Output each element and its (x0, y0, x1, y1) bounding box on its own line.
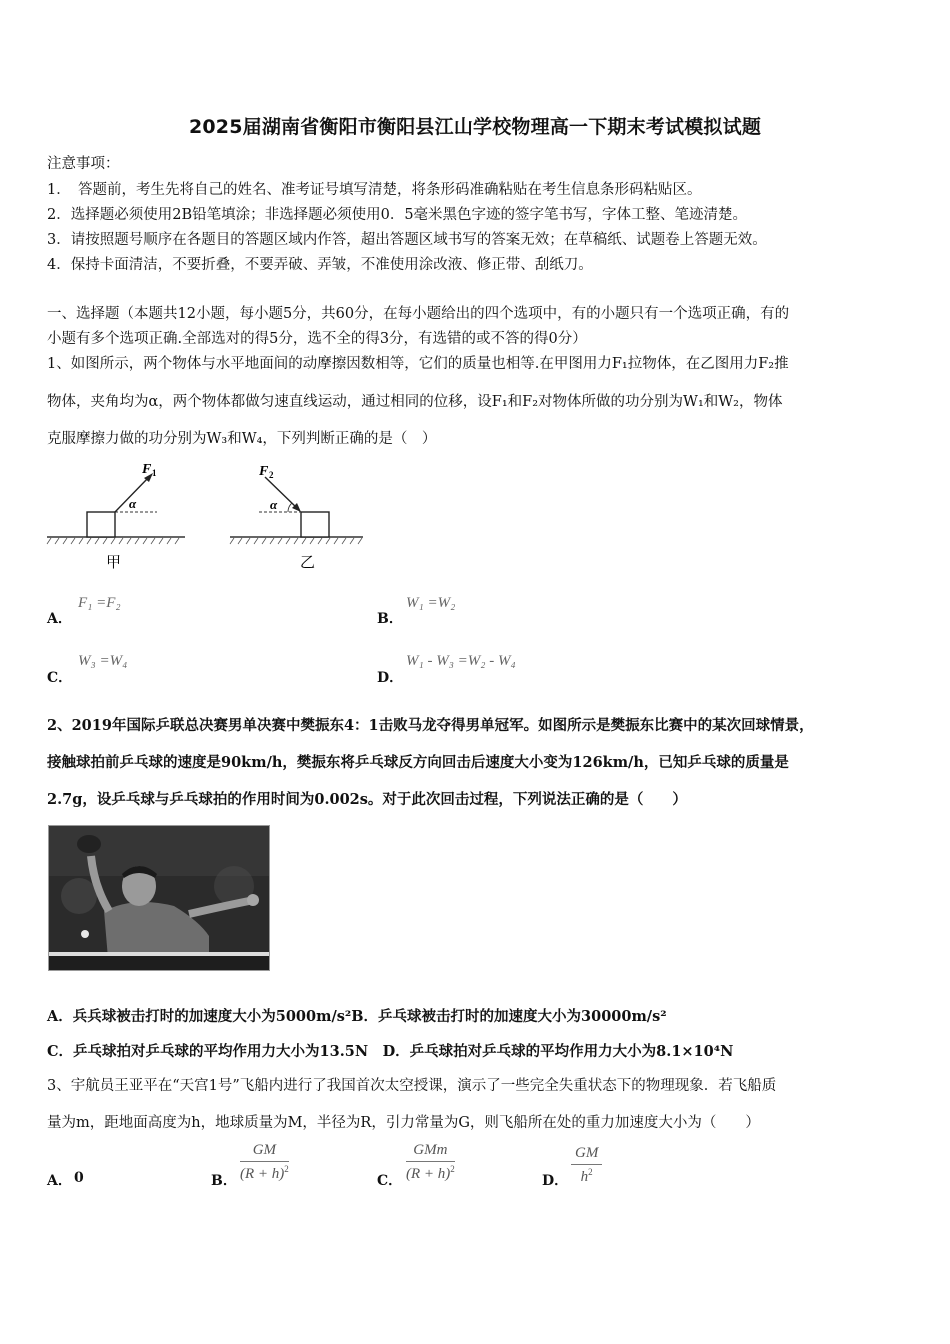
q3-option-b-fraction (240, 1142, 289, 1183)
fraction-denominator: h (580, 1169, 589, 1185)
block-yi (301, 512, 329, 537)
q2-text: 接触球拍前乒乓球的速度是90km/h，樊振东将乒乓球反方向回击后速度大小变为126km/h，已知乒乓球的质量是 (47, 754, 789, 771)
angle-label: α (129, 496, 137, 511)
fraction-denominator: (R + h) (406, 1166, 451, 1182)
q1-option-d-label: D． (377, 670, 404, 686)
q2-options-cd: C．乒乓球拍对乒乓球的平均作用力大小为13.5N D．乒乓球拍对乒乓球的平均作用力大小为8.1×10⁴N (47, 1043, 734, 1060)
q2-text: 2.7g，设乒乓球与乒乓球拍的作用时间为0.002s。对于此次回击过程，下列说法正确的是（ ） (47, 791, 687, 808)
player-illustration (49, 826, 269, 970)
q2-text: 2、2019年国际乒联总决赛男单决赛中樊振东4：1击败马龙夺得男单冠军。如图所示是樊振东比赛中的某次回球情景， (47, 717, 814, 734)
force-f2-label: F (259, 464, 269, 479)
fraction-exponent: 2 (450, 1164, 455, 1174)
notice-item: 1． 答题前，考生先将自己的姓名、准考证号填写清楚，将条形码准确粘贴在考生信息条形码粘贴区。 (47, 182, 702, 198)
q3-option-b-label: B． (211, 1173, 237, 1189)
page-title: 2025届湖南省衡阳市衡阳县江山学校物理高一下期末考试模拟试题 (188, 116, 762, 138)
q3-option-a-value: 0 (74, 1170, 84, 1186)
q3-text: 3、宇航员王亚平在“天宫1号”飞船内进行了我国首次太空授课，演示了一些完全失重状态下的物理现象．若飞船质 (47, 1078, 777, 1094)
q1-option-b-label: B． (377, 611, 403, 627)
angle-label: α (270, 497, 278, 512)
caption-yi: 乙 (300, 553, 316, 571)
table-tennis-photo (48, 825, 270, 971)
q3-option-a-label: A． (47, 1173, 72, 1189)
fraction-numerator: GMm (406, 1142, 455, 1162)
notice-item: 4．保持卡面清洁，不要折叠，不要弄破、弄皱，不准使用涂改液、修正带、刮纸刀。 (47, 257, 593, 273)
force-f2-sub: 2 (269, 470, 274, 480)
diagram-yi (230, 464, 363, 571)
section-intro: 小题有多个选项正确.全部选对的得5分，选不全的得3分，有选错的或不答的得0分） (47, 331, 587, 347)
caption-jia: 甲 (106, 553, 122, 571)
fraction-exponent: 2 (284, 1164, 289, 1174)
q1-option-a-math: F₁ =F₂ (78, 595, 121, 611)
diagram-jia (47, 462, 185, 571)
q3-option-c-label: C． (377, 1173, 403, 1189)
q3-option-d-fraction (571, 1145, 602, 1186)
notice-item: 3．请按照题号顺序在各题目的答题区域内作答，超出答题区域书写的答案无效；在草稿纸、试题卷上答题无效。 (47, 232, 767, 248)
force-f1-sub: 1 (152, 468, 157, 478)
notice-heading: 注意事项： (47, 156, 120, 172)
q3-option-c-fraction (406, 1142, 455, 1183)
q1-option-a-label: A． (47, 611, 72, 627)
q1-option-c-math: W₃ =W₄ (78, 653, 128, 669)
block-jia (87, 512, 115, 537)
fraction-denominator: (R + h) (240, 1166, 285, 1182)
fraction-numerator: GM (571, 1145, 602, 1165)
q3-option-d-label: D． (542, 1173, 569, 1189)
q1-force-diagram (45, 455, 365, 573)
force-f1-label: F (142, 462, 152, 477)
q1-option-c-label: C． (47, 670, 73, 686)
q1-text: 物体，夹角均为α，两个物体都做匀速直线运动，通过相同的位移，设F₁和F₂对物体所做的功分别为W₁和W₂，物体 (47, 394, 783, 410)
q1-text: 克服摩擦力做的功分别为W₃和W₄，下列判断正确的是（ ） (47, 431, 437, 447)
section-intro: 一、选择题（本题共12小题，每小题5分，共60分，在每小题给出的四个选项中，有的小题只有一个选项正确，有的 (47, 306, 790, 322)
q2-options-ab: A．兵兵球被击打时的加速度大小为5000m/s²B．乒乓球被击打时的加速度大小为30000m/s² (47, 1008, 667, 1025)
q1-option-b-math: W₁ =W₂ (406, 595, 456, 611)
q1-option-d-math: W₁ - W₃ =W₂ - W₄ (406, 653, 516, 669)
q1-text: 1、如图所示，两个物体与水平地面间的动摩擦因数相等，它们的质量也相等.在甲图用力F₁拉物体，在乙图用力F₂推 (47, 356, 789, 372)
q3-text: 量为m，距地面高度为h，地球质量为M，半径为R，引力常量为G，则飞船所在处的重力加速度大小为（ ） (47, 1115, 760, 1131)
notice-item: 2．选择题必须使用2B铅笔填涂；非选择题必须使用0．5毫米黑色字迹的签字笔书写，字体工整、笔迹清楚。 (47, 207, 748, 223)
fraction-numerator: GM (240, 1142, 289, 1162)
fraction-exponent: 2 (588, 1167, 593, 1177)
